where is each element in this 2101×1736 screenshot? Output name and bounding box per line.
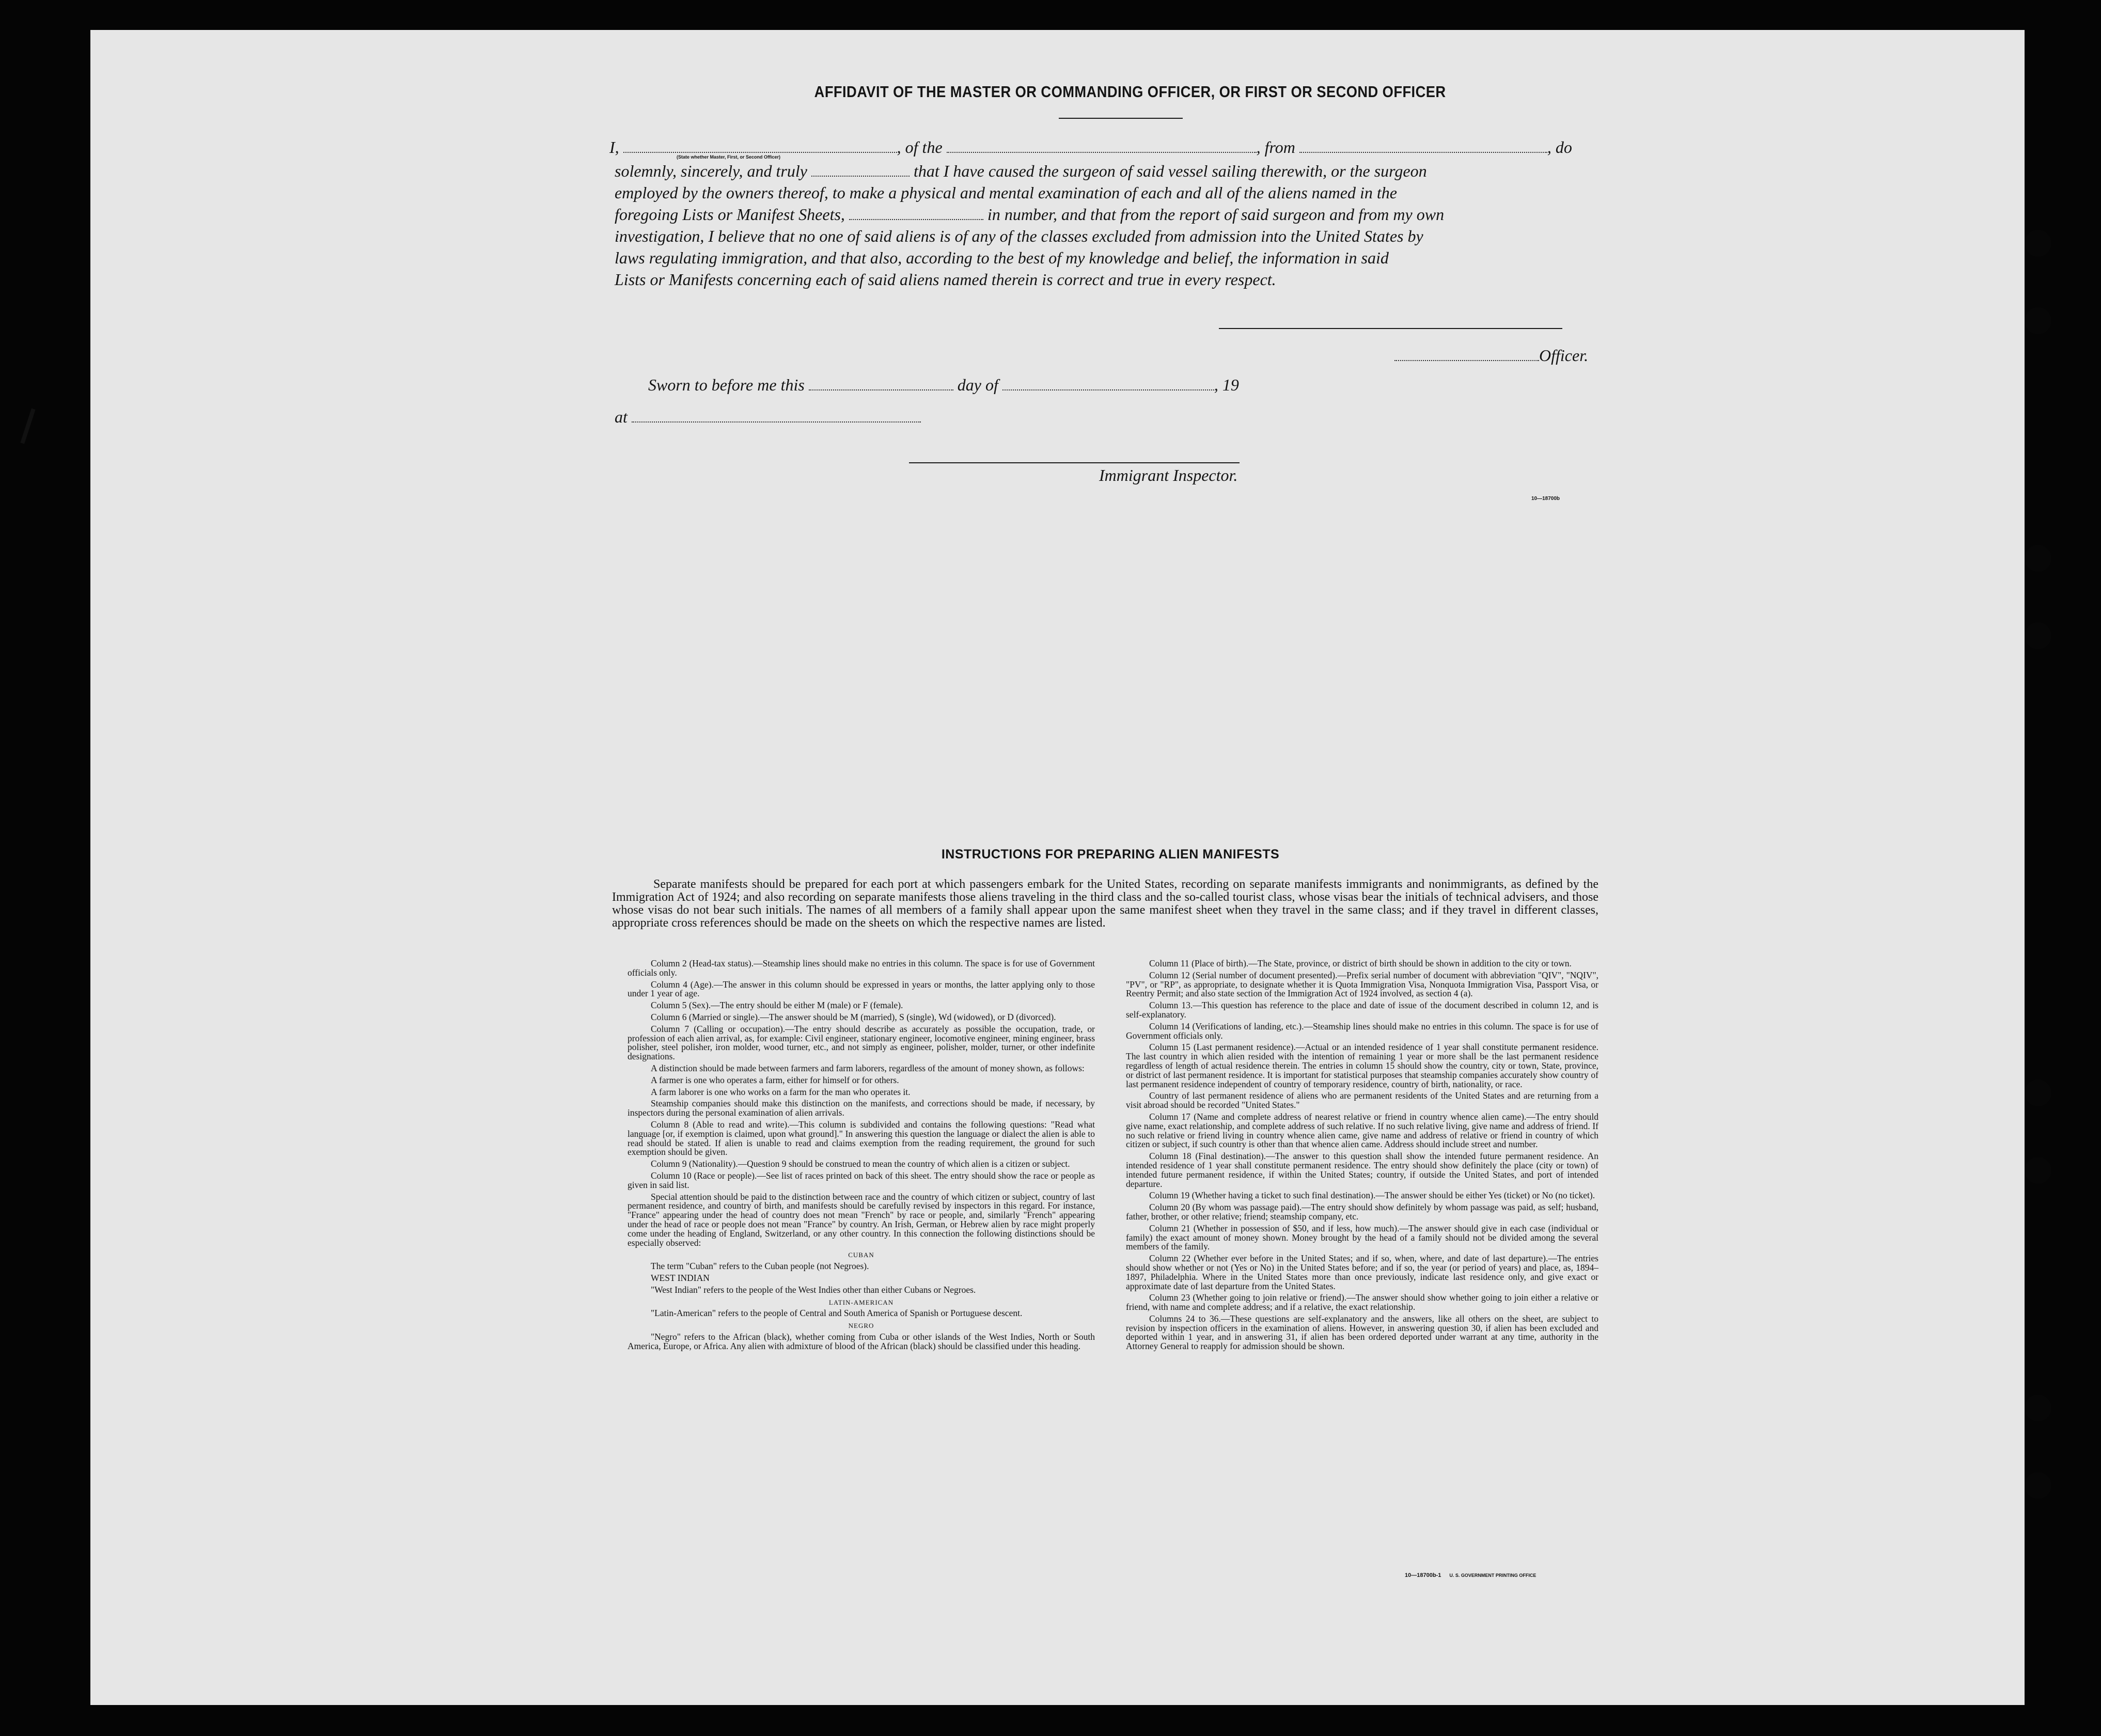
instruction-paragraph: "Latin-American" refers to the people of Central and South America of Spanish or Portuguese descent.	[651, 1308, 1023, 1319]
instruction-paragraph: Column 21 (Whether in possession of $50, and if less, how much).—The answer should give in each case (individual or family) the exact amount of money shown. Money brought by the head of a family should not be divided among the several members of the family.	[1126, 1223, 1598, 1252]
section-heading: CUBAN	[848, 1251, 874, 1259]
instruction-paragraph: "Negro" refers to the African (black), whether coming from Cuba or other islands of the West Indies, North or South America, Europe, or Africa. Any alien with admixture of blood of the African (black) should be classified under this heading.	[628, 1331, 1095, 1351]
instructions-right-column	[1126, 959, 1598, 1354]
section-heading: LATIN-AMERICAN	[828, 1298, 894, 1306]
instruction-paragraph: Column 18 (Final destination).—The answer to this question shall show the intended future permanent residence. An intended residence of 1 year shall constitute permanent residence. The entry should show definitely the place (city or town) of intended future permanent residence, if within the United States; country, if outside the United States, and port of intended departure.	[1126, 1151, 1598, 1189]
instruction-paragraph: Column 14 (Verifications of landing, etc.).—Steamship lines should make no entries in this column. The space is for use of Government officials only.	[1126, 1021, 1598, 1041]
footer-office: U. S. GOVERNMENT PRINTING OFFICE	[1449, 1573, 1536, 1578]
instruction-paragraph: Column 2 (Head-tax status).—Steamship lines should make no entries in this column. The space is for use of Government officials only.	[628, 958, 1095, 978]
instruction-paragraph: Column 19 (Whether having a ticket to such final destination).—The answer should be either Yes (ticket) or No (no ticket).	[1149, 1190, 1595, 1201]
officer-rank-note: (State whether Master, First, or Second Officer)	[677, 154, 781, 160]
instruction-paragraph: WEST INDIAN	[651, 1272, 710, 1283]
footer	[1405, 1570, 1536, 1579]
instruction-paragraph: Special attention should be paid to the distinction between race and the country of which citizen or subject, country of last permanent residence, and country of birth, and manifests should be carefully revised by inspectors in this regard. For instance, "France" appearing under the head of country does not mean "French" by race or people, and, similarly "French" appearing under the head of race or people does not mean "France" by country. An Irish, German, or Hebrew alien by race might properly come under the heading of England, Switzerland, or any other country. In this connection the following distinctions should be especially observed:	[628, 1191, 1095, 1248]
instructions-intro: Separate manifests should be prepared for each port at which passengers embark for the United States, recording on separate manifests immigrants and nonimmigrants, as defined by the Immigration Act of 1924; and also recording on separate manifests those aliens traveling in the third class and the so-called tourist class, whose visas bear the initials of technical advisers, and those whose visas do not bear such initials. The names of all members of a family shall appear upon the same manifest sheet when they travel in the same class; and if they travel in different classes, appropriate cross references should be made on the sheets on which the respective names are listed.	[612, 878, 1598, 930]
instruction-paragraph: Column 6 (Married or single).—The answer should be M (married), S (single), Wd (widowed), or D (divorced).	[651, 1011, 1056, 1022]
instruction-paragraph: A farmer is one who operates a farm, either for himself or for others.	[651, 1074, 899, 1085]
form-number: 10—18700b	[1531, 496, 1560, 502]
instruction-paragraph: Column 4 (Age).—The answer in this column should be expressed in years or months, the latter applying only to those under 1 year of age.	[628, 979, 1095, 999]
instruction-paragraph: Column 11 (Place of birth).—The State, province, or district of birth should be shown in addition to the city or town.	[1149, 958, 1572, 968]
instruction-paragraph: Column 12 (Serial number of document presented).—Prefix serial number of document with abbreviation "QIV", "NQIV", "PV", or "RP", as appropriate, to designate whether it is Quota Immigration Visa, Nonquota Immigration Visa, Passport Visa, or Reentry Permit; and also state section of the Immigration Act of 1924 involved, as section 4 (a).	[1126, 969, 1598, 999]
signature-line	[1219, 328, 1562, 329]
affidavit-line-6: laws regulating immigration, and that also, according to the best of my knowledge and belief, the information in said	[615, 248, 1389, 267]
section-heading: NEGRO	[848, 1322, 874, 1330]
punch-hole	[2025, 1395, 2051, 1421]
instruction-paragraph: Column 8 (Able to read and write).—This column is subdivided and contains the following questions: "Read what language [or, if exemption is claimed, upon what ground]." In answering this question the language or dialect the alien is able to read should be stated. If alien is unable to read and claims exemption from the reading requirement, the ground for such exemption should be given.	[628, 1119, 1095, 1158]
instruction-paragraph: Column 7 (Calling or occupation).—The entry should describe as accurately as possible the occupation, trade, or profession of each alien arrival, as, for example: Civil engineer, stationary engineer, locomotive engineer, mining engineer, brass polisher, steel polisher, iron molder, wood turner, etc., and not simply as engineer, polisher, molder, turner, or other indefinite designations.	[628, 1023, 1095, 1062]
affidavit-line-4: foregoing Lists or Manifest Sheets, in number, and that from the report of said surgeon and from my own	[615, 205, 1445, 224]
footer-code: 10—18700b-1	[1405, 1572, 1441, 1578]
punch-hole	[2025, 1472, 2051, 1499]
instruction-paragraph: The term "Cuban" refers to the Cuban people (not Negroes).	[651, 1261, 869, 1272]
instruction-paragraph: Column 5 (Sex).—The entry should be either M (male) or F (female).	[651, 1000, 903, 1011]
at-line: at	[615, 406, 921, 427]
affidavit-line-3: employed by the owners thereof, to make a physical and mental examination of each and all of the aliens named in the	[615, 183, 1397, 202]
instruction-paragraph: Column 15 (Last permanent residence).—Actual or an intended residence of 1 year shall constitute permanent residence. The last country in which alien resided with the intention of remaining 1 year or more shall be the last permanent residence regardless of length of actual residence therein. The entries in column 15 should show the country, city or town, State, province, or district of last permanent residence. It is important for statistical purposes that steamship companies accurately show country of last permanent residence independent of country of temporary residence, country of birth, nationality, or race.	[1126, 1042, 1598, 1089]
punch-hole	[2025, 1080, 2051, 1106]
punch-hole	[2025, 1157, 2051, 1184]
instruction-paragraph: Country of last permanent residence of aliens who are permanent residents of the United States and are returning from a visit abroad should be recorded "United States."	[1126, 1090, 1598, 1111]
instructions-left-column	[628, 959, 1095, 1353]
inspector-signature-line	[909, 462, 1240, 463]
punch-hole	[2025, 230, 2051, 257]
instruction-paragraph: Columns 24 to 36.—These questions are self-explanatory and the answers, like all others on the sheet, are subject to revision by inspection officers in the examination of aliens. However, in answering question 30, if alien has been excluded and deported within 1 year, and in answering 31, if alien has been ordered deported under warrant at any time, authority in the Attorney General to reapply for admission should be shown.	[1126, 1313, 1598, 1352]
instruction-paragraph: Column 20 (By whom was passage paid).—The entry should show definitely by whom passage was paid, as self; husband, father, brother, or other relative; friend; steamship company, etc.	[1126, 1202, 1598, 1222]
instruction-paragraph: Column 22 (Whether ever before in the United States; and if so, when, where, and date of last departure).—The entries should show whether or not (Yes or No) in the United States before; and if so, the year (or period of years) and place, as, 1894–1897, Philadelphia. Where in the United States more than once previously, indicate last residence only, and give exact or approximate date of last departure from the United States.	[1126, 1253, 1598, 1291]
punch-hole	[2025, 622, 2051, 649]
inspector-label: Immigrant Inspector.	[1099, 466, 1238, 484]
punch-hole	[2025, 545, 2051, 572]
instruction-paragraph: A farm laborer is one who works on a farm for the man who operates it.	[651, 1086, 911, 1097]
sworn-line: Sworn to before me this day of , 19	[648, 376, 1239, 394]
affidavit-line-1: I, , of the , from , do	[609, 138, 1572, 157]
instruction-paragraph: Column 13.—This question has reference to the place and date of issue of the document described in column 12, and is self-explanatory.	[1126, 1000, 1598, 1020]
instruction-paragraph: Column 9 (Nationality).—Question 9 should be construed to mean the country of which alien is a citizen or subject.	[651, 1159, 1070, 1169]
officer-line: Officer.	[1394, 345, 1588, 366]
affidavit-line-7: Lists or Manifests concerning each of said aliens named therein is correct and true in every respect.	[615, 270, 1276, 289]
instruction-paragraph: Steamship companies should make this distinction on the manifests, and corrections should be made, if necessary, by inspectors during the personal examination of alien arrivals.	[628, 1098, 1095, 1118]
affidavit-line-5: investigation, I believe that no one of said aliens is of any of the classes excluded from admission into the United States by	[615, 227, 1423, 245]
instruction-paragraph: Column 23 (Whether going to join relative or friend).—The answer should show whether going to join either a relative or friend, with name and complete address; and if a relative, the exact relationship.	[1126, 1292, 1598, 1312]
instruction-paragraph: Column 10 (Race or people).—See list of races printed on back of this sheet. The entry should show the race or people as given in said list.	[628, 1170, 1095, 1190]
instruction-paragraph: Column 17 (Name and complete address of nearest relative or friend in country whence alien came).—The entry should give name, exact relationship, and complete address of such relative. If no such relative living, give name and address of friend. If no such relative or friend living in country whence alien came, give name and address of relative or friend in country of which citizen or subject, if such country is other than that whence alien came. Address should include street and number.	[1126, 1111, 1598, 1150]
scan-mark	[20, 408, 35, 444]
instructions-title: INSTRUCTIONS FOR PREPARING ALIEN MANIFESTS	[941, 847, 1280, 862]
affidavit-line-2: solemnly, sincerely, and truly that I have caused the surgeon of said vessel sailing therewith, or the surgeon	[615, 162, 1427, 180]
affidavit-title: AFFIDAVIT OF THE MASTER OR COMMANDING OFFICER, OR FIRST OR SECOND OFFICER	[814, 83, 1446, 101]
punch-hole	[2025, 307, 2051, 334]
instruction-paragraph: "West Indian" refers to the people of the West Indies other than either Cubans or Negroes.	[651, 1284, 976, 1295]
title-rule	[1059, 118, 1183, 119]
instruction-paragraph: A distinction should be made between farmers and farm laborers, regardless of the amount of money shown, as follows:	[651, 1062, 1085, 1073]
